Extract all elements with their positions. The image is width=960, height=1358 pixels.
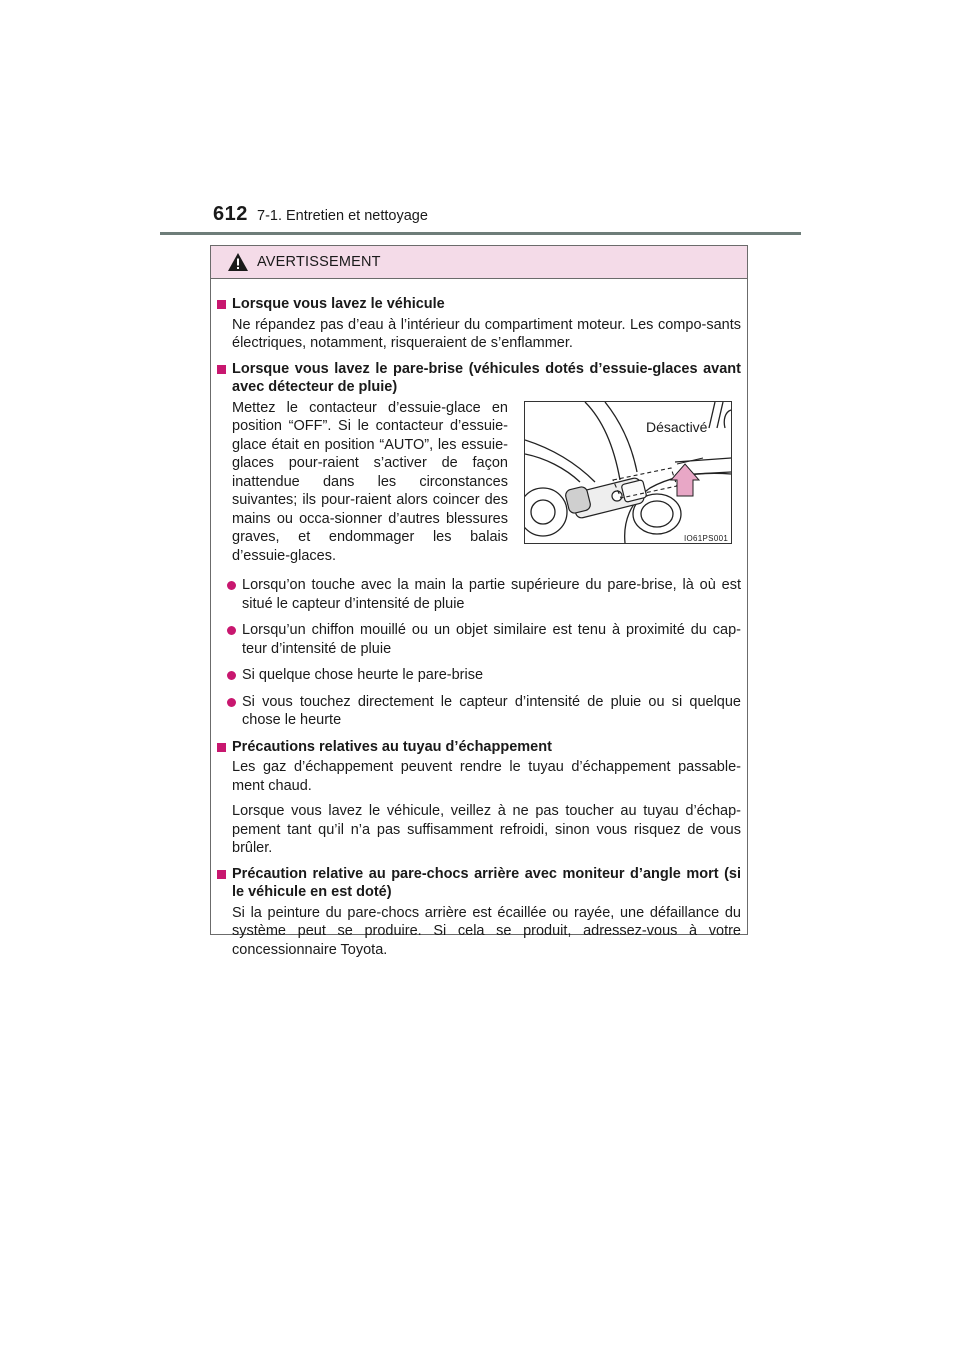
paragraph: Mettez le contacteur d’essuie-glace en position “OFF”. Si le contacteur d’essuie-glace était en position “AUTO”, les essuie-glaces pour-raient s’activer de façon inattendue dans les circonstances suivantes; ils pour-raient alors coincer des mains ou occa-sionner d’autres blessures graves, et endommager les balais d’essuie-glaces. <box>232 399 508 564</box>
topic-title: Lorsque vous lavez le pare-brise (véhicules dotés d’essuie-glaces avant avec détecteur de pluie) <box>232 360 741 395</box>
square-bullet-icon <box>217 300 226 309</box>
topic-title: Lorsque vous lavez le véhicule <box>232 296 445 312</box>
paragraph: Les gaz d’échappement peuvent rendre le tuyau d’échappement passable-ment chaud. <box>232 759 741 794</box>
header-rule <box>160 232 801 235</box>
topic-rear-bumper <box>215 865 741 902</box>
list-item-text: Lorsqu’on touche avec la main la partie supérieure du pare-brise, là où est situé le capteur d’intensité de pluie <box>242 577 741 612</box>
list-item <box>215 666 741 685</box>
figure-code: IO61PS001 <box>684 533 729 543</box>
topic-title: Précautions relatives au tuyau d’échappement <box>232 738 552 755</box>
round-bullet-icon <box>227 581 236 590</box>
square-bullet-icon <box>217 870 226 879</box>
warning-triangle-icon <box>227 252 249 272</box>
list-item <box>215 621 741 658</box>
page-number: 612 <box>213 203 248 225</box>
list-item <box>215 693 741 730</box>
round-bullet-icon <box>227 698 236 707</box>
section-title: 7-1. Entretien et nettoyage <box>257 208 428 224</box>
paragraph: Lorsque vous lavez le véhicule, veillez à ne pas toucher au tuyau d’échap-pement tant qu’il n’a pas suffisamment refroidi, sinon vous risquez de vous brûler. <box>232 803 741 856</box>
paragraph: Si la peinture du pare-chocs arrière est écaillée ou rayée, une défaillance du système peut se produire. Si cela se produit, adressez-vous à votre concessionnaire Toyota. <box>232 904 741 958</box>
warning-body <box>211 279 747 959</box>
warning-label: AVERTISSEMENT <box>257 254 381 270</box>
topic-title: Précaution relative au pare-chocs arrière avec moniteur d’angle mort (si le véhicule en est doté) <box>232 865 741 900</box>
list-item-text: Si vous touchez directement le capteur d’intensité de pluie ou si quelque chose le heurte <box>242 693 741 728</box>
list-item-text: Si quelque chose heurte le pare-brise <box>242 667 484 683</box>
warning-box <box>210 245 748 958</box>
round-bullet-icon <box>227 626 236 635</box>
figure-label-off: Désactivé <box>646 418 708 435</box>
round-bullet-icon <box>227 671 236 680</box>
square-bullet-icon <box>217 365 226 374</box>
list-item <box>215 576 741 613</box>
wiper-switch-figure <box>524 401 732 544</box>
square-bullet-icon <box>217 743 226 752</box>
paragraph-with-figure <box>215 397 741 573</box>
list-item-text: Lorsqu’un chiffon mouillé ou un objet similaire est tenu à proximité du cap-teur d’intensité de pluie <box>242 622 741 657</box>
paragraph: Ne répandez pas d’eau à l’intérieur du compartiment moteur. Les compo-sants électriques, notamment, risqueraient de s’enflammer. <box>232 316 741 351</box>
topic-washing-vehicle <box>215 295 741 314</box>
topic-exhaust-pipe <box>215 738 741 757</box>
warning-header <box>211 246 747 279</box>
topic-washing-windshield <box>215 360 741 397</box>
